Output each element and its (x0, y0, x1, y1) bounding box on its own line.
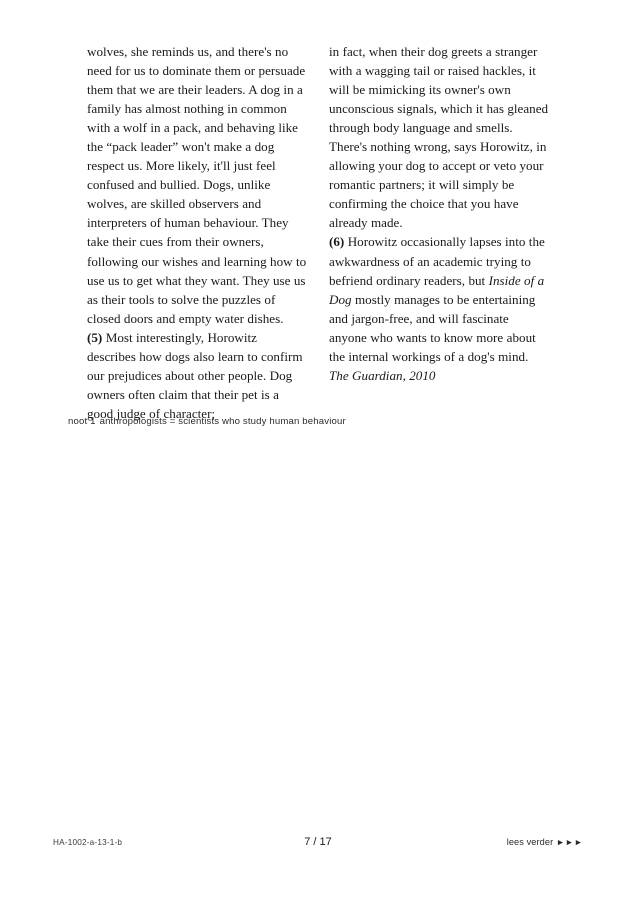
paragraph-number-6: (6) (329, 234, 345, 250)
article-body (87, 42, 549, 423)
book-title: Inside of a Dog (329, 272, 545, 307)
right-column-paragraph-continuation (329, 42, 549, 366)
page-footer (53, 836, 583, 852)
continue-label: lees verder (506, 837, 554, 847)
left-column (87, 42, 307, 423)
paragraph-6-text-after-title: mostly manages to be entertaining and jargon-free, and will fascinate anyone who wants to know more about the internal workings of a dog's mind. (329, 291, 536, 364)
right-column (329, 42, 549, 385)
footnote-text: anthropologists = scientists who study human behaviour (99, 416, 346, 427)
page-indicator: 7 / 17 (304, 836, 332, 848)
right-column-continuation-text: in fact, when their dog greets a stranger with a wagging tail or raised hackles, it will be mimicking its owner's own unconscious signals, which it has gleaned through body language and smells. There's nothing wrong, says Horowitz, in allowing your dog to accept or veto your romantic partners; it will simply be confirming the choice that you have already made. (329, 44, 549, 231)
paragraph-number-5: (5) (87, 329, 103, 345)
paragraph-6-text-before-title: Horowitz occasionally lapses into the awkwardness of an academic trying to befriend ordinary readers, but (329, 234, 545, 288)
left-column-continuation-text: wolves, she reminds us, and there's no need for us to dominate them or persuade them that we are their leaders. A dog in a family has almost nothing in common with a wolf in a pack, and behaving like the “pack leader” won't make a dog respect us. More likely, it'll just feel confused and bullied. Dogs, unlike wolves, are skilled observers and interpreters of human behaviour. They take their cues from their owners, following our wishes and learning how to use us to get what they want. They use us as their tools to solve the puzzles of closed doors and empty water dishes. (87, 44, 307, 326)
footnote-label: noot 1 (68, 416, 96, 427)
footnote (68, 415, 346, 428)
left-column-paragraph-continuation (87, 42, 307, 423)
exam-code: HA-1002-a-13-1-b (53, 838, 123, 847)
continue-notice (507, 837, 583, 847)
continue-arrows-icon: ►►► (556, 837, 583, 847)
source-attribution: The Guardian, 2010 (329, 367, 436, 383)
paragraph-5-text: Most interestingly, Horowitz describes how dogs also learn to confirm our prejudices about other people. Dog owners often claim that their pet is a good judge of character; (87, 329, 303, 421)
